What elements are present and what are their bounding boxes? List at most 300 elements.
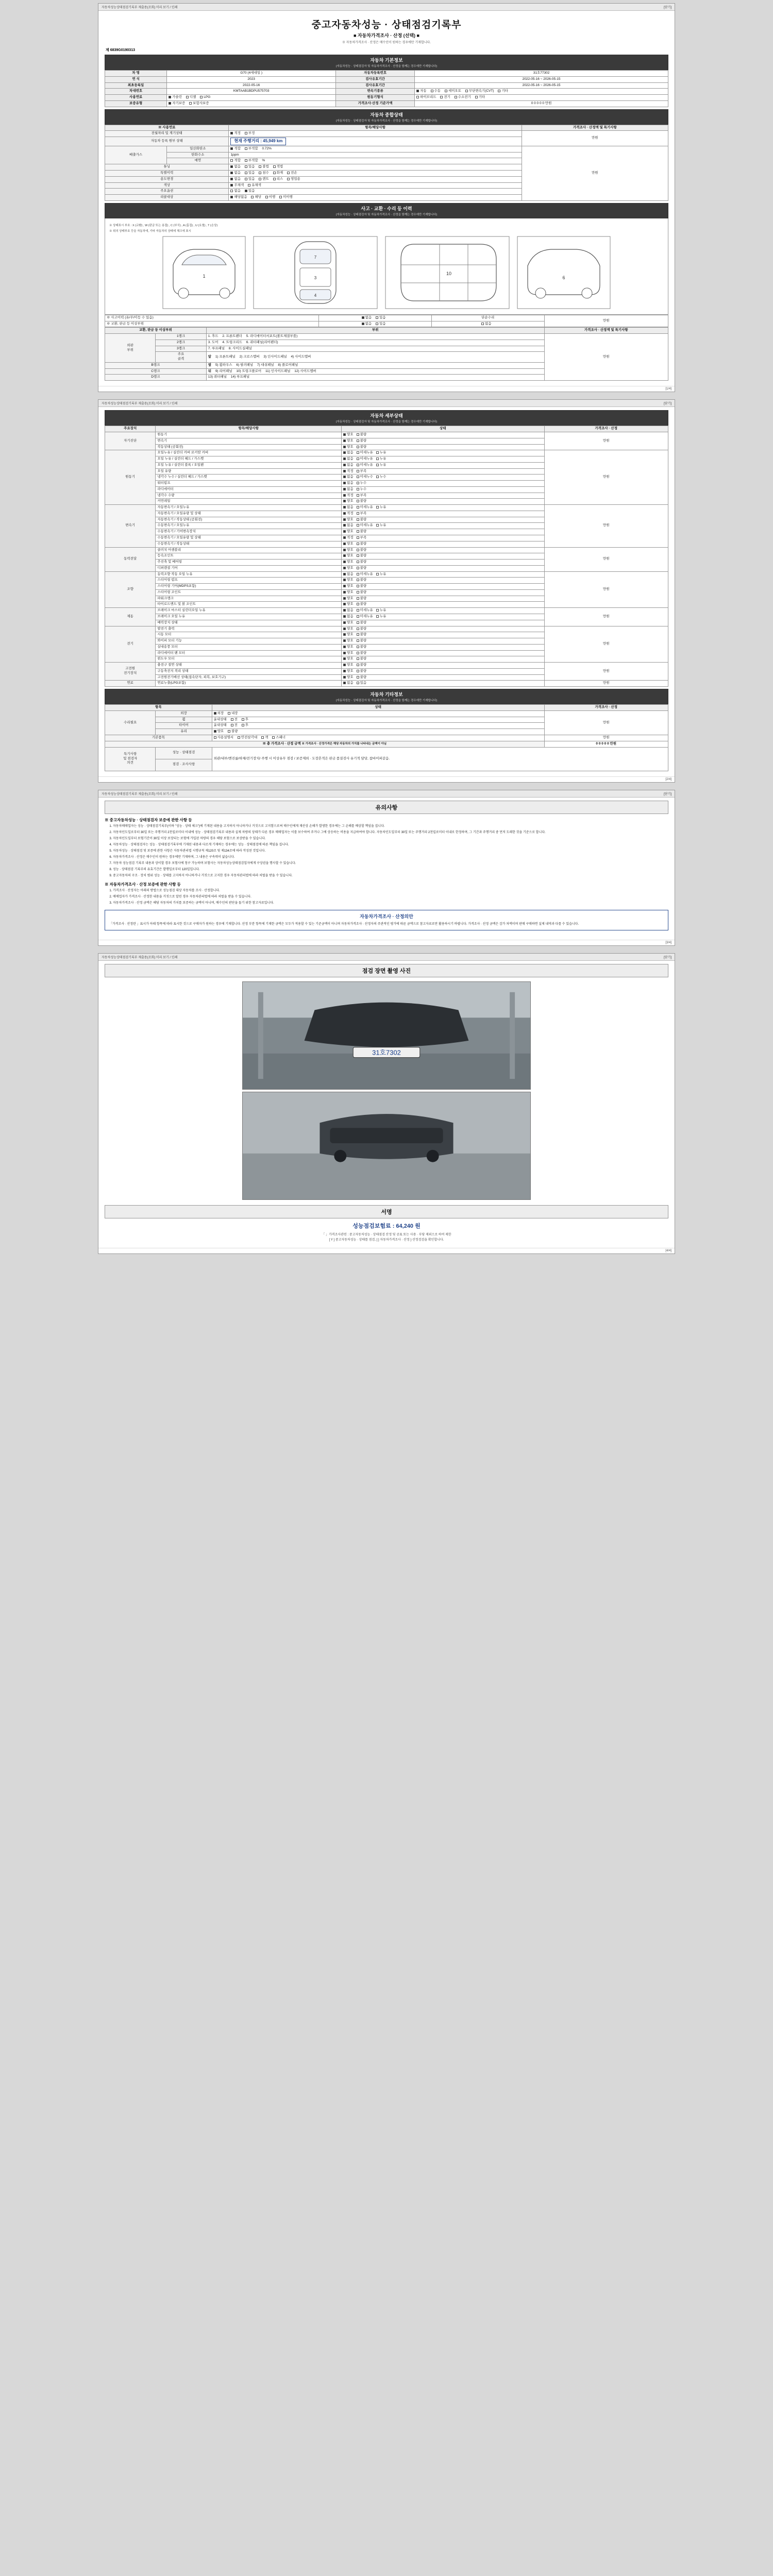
basic-label-0: 차 명 bbox=[105, 71, 167, 77]
checkbox-4-4-1[interactable] bbox=[357, 597, 359, 600]
checkbox-4-1-1[interactable] bbox=[357, 579, 359, 581]
checkbox-item-spanner[interactable] bbox=[272, 736, 275, 739]
detail-table bbox=[105, 426, 668, 687]
checkbox-4-5-1[interactable] bbox=[357, 603, 359, 605]
detail-opts-2-3 bbox=[342, 523, 544, 529]
checkbox-3-2-0[interactable] bbox=[343, 561, 346, 563]
checkbox-1-0-0[interactable] bbox=[343, 451, 346, 454]
co-opt-0: 적합 bbox=[234, 146, 241, 150]
checkbox-fuel-hybrid[interactable] bbox=[416, 96, 419, 98]
checkbox-3-3-0[interactable] bbox=[343, 567, 346, 569]
checkbox-4-4-0[interactable] bbox=[343, 597, 346, 600]
checkbox-1-7-1[interactable] bbox=[357, 494, 359, 497]
checkbox-usage-yes[interactable] bbox=[245, 178, 247, 180]
checkbox-item-triangle[interactable] bbox=[238, 736, 240, 739]
checkbox-smoke-pass[interactable] bbox=[230, 159, 233, 162]
checkbox-5-2-1[interactable] bbox=[357, 621, 359, 624]
detail-item-1-3: 오일 유량 bbox=[156, 468, 342, 474]
checkbox-3-1-1[interactable] bbox=[357, 554, 359, 557]
basic-item-2: 사용설명서 bbox=[217, 735, 234, 739]
checkbox-trans-etc[interactable] bbox=[498, 90, 500, 92]
checkbox-5-0-0[interactable] bbox=[343, 609, 346, 612]
accident-opt-1: 있음 bbox=[379, 315, 386, 319]
accident-simple-repair-opts: 없음 bbox=[431, 321, 544, 327]
checkbox-interior-ok[interactable] bbox=[228, 712, 230, 715]
page-1-footer: [1/4] bbox=[98, 386, 675, 392]
detail-opt-label-0-0-0: 양호 bbox=[347, 433, 354, 436]
checkbox-accident-none[interactable] bbox=[362, 316, 364, 319]
other-head-2: 가격조사 · 산정 bbox=[544, 705, 668, 711]
checkbox-usage-biz[interactable] bbox=[287, 178, 290, 180]
checkbox-co-pass[interactable] bbox=[230, 147, 233, 150]
checkbox-6-5-0[interactable] bbox=[343, 657, 346, 660]
checkbox-item-jack[interactable] bbox=[261, 736, 264, 739]
detail-opt-label-1-4-1: 미세누수 bbox=[360, 475, 373, 479]
detail-opt-label-1-2-0: 없음 bbox=[347, 463, 354, 467]
detail-opt-label-0-1-1: 불량 bbox=[360, 438, 367, 443]
checkbox-2-5-0[interactable] bbox=[343, 536, 346, 539]
detail-opt-label-7-2-0: 양호 bbox=[347, 675, 354, 679]
checkbox-2-0-1[interactable] bbox=[357, 506, 359, 509]
checkbox-special-total[interactable] bbox=[287, 172, 290, 174]
checkbox-recall-notdone[interactable] bbox=[279, 196, 282, 198]
checkbox-1-2-1[interactable] bbox=[357, 464, 359, 466]
checkbox-co-fail[interactable] bbox=[245, 147, 247, 150]
detail-opt-label-3-0-0: 양호 bbox=[347, 548, 354, 552]
detail-opt-label-2-3-2: 누유 bbox=[379, 523, 386, 528]
detail-item-5-2: 배력장치 상태 bbox=[156, 620, 342, 626]
overall-label-special: 특별이력 bbox=[105, 170, 229, 176]
part-item-3: 4. 트렁크리드 bbox=[222, 340, 242, 344]
checkbox-usage-lease[interactable] bbox=[273, 178, 276, 180]
detail-item-4-2: 스티어링 기어(MDPS포함) bbox=[156, 584, 342, 590]
checkbox-6-3-1[interactable] bbox=[357, 646, 359, 648]
window-close-label-4[interactable]: [닫기] bbox=[664, 956, 671, 960]
detail-opt-label-2-5-0: 적정 bbox=[347, 536, 354, 540]
usage-opt-1: 있음 bbox=[248, 177, 255, 181]
checkbox-4-2-0[interactable] bbox=[343, 585, 346, 587]
detail-opt-label-2-4-1: 불량 bbox=[360, 530, 367, 534]
notice-item-2: 3. 자동차인도일부터 보험기간이 30일 이상 보장되는 보험에 가입된 차량의 경우 해당 보험으로 보상받을 수 있습니다. bbox=[113, 837, 668, 841]
checkbox-6-5-1[interactable] bbox=[357, 657, 359, 660]
overall-label-emission: 배출가스 bbox=[105, 146, 167, 164]
detail-opt-label-4-1-1: 불량 bbox=[360, 578, 367, 582]
table-row bbox=[105, 315, 668, 321]
checkbox-special-fire[interactable] bbox=[273, 172, 276, 174]
detail-group-0: 자기진단 bbox=[105, 432, 156, 450]
detail-opt-label-1-7-1: 부족 bbox=[360, 493, 367, 497]
total-note-text: ※ 가격조사 · 산정가격은 해당 자동차의 가치를 나타내는 금액이 아님 bbox=[301, 742, 387, 745]
recall-sub-2: 이행 bbox=[268, 195, 276, 199]
car-diagram bbox=[108, 234, 665, 311]
checkbox-4-5-0[interactable] bbox=[343, 603, 346, 605]
checkbox-3-3-1[interactable] bbox=[357, 567, 359, 569]
usage-sub-0: 렌트 bbox=[262, 177, 269, 181]
accident-band-sub: (자동차성능 · 상태점검자 및 자동차가격조사 · 산정을 함께는 경우에만 기재합니다) bbox=[105, 212, 668, 218]
checkbox-2-1-0[interactable] bbox=[343, 512, 346, 515]
car-diagram-top-icon bbox=[251, 234, 380, 311]
detail-opt-label-3-2-1: 불량 bbox=[360, 560, 367, 564]
detail-item-1-2: 오일 누유 / 실린더 블록 / 오일팬 bbox=[156, 462, 342, 468]
overall-mileage-cell bbox=[229, 137, 522, 146]
detail-opt-label-3-3-1: 불량 bbox=[360, 566, 367, 570]
checkbox-2-0-0[interactable] bbox=[343, 506, 346, 509]
detail-opt-label-8-0-0: 없음 bbox=[347, 681, 354, 685]
checkbox-1-8-0[interactable] bbox=[343, 500, 346, 502]
detail-opt-label-6-5-0: 양호 bbox=[347, 657, 354, 661]
part-item-5: 6. 쿼터패널(리어펜더) bbox=[246, 340, 278, 344]
checkbox-8-0-1[interactable] bbox=[357, 682, 359, 684]
checkbox-5-1-1[interactable] bbox=[357, 615, 359, 618]
window-topbar bbox=[98, 4, 675, 11]
detail-opt-label-2-3-0: 없음 bbox=[347, 523, 354, 528]
checkbox-glass-ok[interactable] bbox=[214, 730, 216, 733]
checkbox-color-chromatic[interactable] bbox=[248, 184, 250, 187]
detail-right-3: 만원 bbox=[544, 547, 668, 571]
parts-frame-front bbox=[206, 352, 544, 363]
detail-opts-1-6 bbox=[342, 486, 544, 493]
checkbox-wheel-rear[interactable] bbox=[242, 718, 244, 721]
detail-opt-label-2-3-1: 미세누유 bbox=[360, 523, 373, 528]
overall-opts-usage bbox=[229, 176, 522, 182]
checkbox-fuel-lpg[interactable] bbox=[200, 96, 203, 98]
detail-opt-label-2-1-1: 부족 bbox=[360, 511, 367, 515]
detail-opt-label-3-3-0: 양호 bbox=[347, 566, 354, 570]
detail-item-1-6: 라디에이터 bbox=[156, 486, 342, 493]
checkbox-recall-done[interactable] bbox=[265, 196, 268, 198]
checkbox-2-2-0[interactable] bbox=[343, 518, 346, 521]
checkbox-glass-bad[interactable] bbox=[228, 730, 230, 733]
checkbox-warranty-ins[interactable] bbox=[189, 102, 192, 105]
checkbox-fuel-etc[interactable] bbox=[475, 96, 478, 98]
checkbox-tuning-legal[interactable] bbox=[273, 165, 276, 168]
svg-text:31호7302: 31호7302 bbox=[372, 1048, 401, 1057]
checkbox-meter-bad[interactable] bbox=[245, 132, 247, 134]
detail-group-6: 전기 bbox=[105, 626, 156, 663]
parts-frame-rear bbox=[206, 368, 544, 375]
car-diagram-left-icon bbox=[160, 234, 248, 311]
checkbox-1-4-2[interactable] bbox=[376, 476, 379, 478]
frame-item-1-2: 7) 대쉬패널 bbox=[257, 363, 274, 367]
detail-opt-label-1-1-2: 누유 bbox=[379, 457, 386, 461]
checkbox-4-3-0[interactable] bbox=[343, 591, 346, 594]
detail-right-6: 만원 bbox=[544, 626, 668, 663]
detail-opts-5-2 bbox=[342, 620, 544, 626]
table-row bbox=[105, 76, 668, 82]
checkbox-fuel-diesel[interactable] bbox=[186, 96, 189, 98]
checkbox-1-6-1[interactable] bbox=[357, 488, 359, 490]
checkbox-1-4-0[interactable] bbox=[343, 476, 346, 478]
checkbox-5-1-2[interactable] bbox=[376, 615, 379, 618]
checkbox-accident-yes[interactable] bbox=[376, 316, 378, 319]
checkbox-trans-semi[interactable] bbox=[445, 90, 447, 92]
checkbox-2-6-1[interactable] bbox=[357, 543, 359, 545]
notice-item-6: 7. 자동차 성능점검 기록부 내용과 상이할 경우 보험사에 청구 가능하며 보험사는 자동차성능상태점검업자에게 구상권을 행사할 수 있습니다. bbox=[113, 861, 668, 866]
checkbox-7-0-0[interactable] bbox=[343, 664, 346, 666]
detail-opt-label-4-0-0: 없음 bbox=[347, 572, 354, 576]
overall-opts-smoke bbox=[229, 158, 522, 164]
parts-right-cell: 만원 bbox=[544, 334, 668, 381]
detail-opt-label-6-0-0: 양호 bbox=[347, 626, 354, 631]
overall-label-option: 주요옵션 bbox=[105, 189, 229, 195]
checkbox-trans-manual[interactable] bbox=[431, 90, 433, 92]
table-row bbox=[105, 131, 668, 137]
checkbox-3-0-1[interactable] bbox=[357, 549, 359, 551]
detail-opt-label-7-2-1: 불량 bbox=[360, 675, 367, 679]
basic-band-sub: (자동차성능 · 상태점검자 및 자동차가격조사 · 산정을 함께는 경우에만 기재합니다) bbox=[105, 64, 668, 70]
fuel-option-5: 수소전기 bbox=[458, 95, 471, 99]
detail-right-0: 만원 bbox=[544, 432, 668, 450]
detail-group-1: 원동기 bbox=[105, 450, 156, 505]
checkbox-color-achromatic[interactable] bbox=[230, 184, 233, 187]
detail-right-1: 만원 bbox=[544, 450, 668, 505]
detail-opts-4-4 bbox=[342, 596, 544, 602]
checkbox-trans-auto[interactable] bbox=[416, 90, 419, 92]
checkbox-2-0-2[interactable] bbox=[376, 506, 379, 509]
checkbox-4-2-1[interactable] bbox=[357, 585, 359, 587]
overall-label-1: 자동차 등록 원부 상태 bbox=[105, 137, 229, 146]
checkbox-2-2-1[interactable] bbox=[357, 518, 359, 521]
checkbox-6-1-0[interactable] bbox=[343, 633, 346, 636]
window-close-label[interactable]: [닫기] bbox=[664, 6, 671, 9]
checkbox-5-2-0[interactable] bbox=[343, 621, 346, 624]
checkbox-6-4-1[interactable] bbox=[357, 652, 359, 654]
checkbox-tuning-none[interactable] bbox=[230, 165, 233, 168]
window-top-label-4: 자동차성능상태점검기록부 제출용(조회) 미리 보기 / 인쇄 bbox=[102, 956, 178, 960]
checkbox-0-0-1[interactable] bbox=[357, 433, 359, 436]
checkbox-1-6-0[interactable] bbox=[343, 488, 346, 490]
checkbox-special-none[interactable] bbox=[230, 172, 233, 174]
detail-opt-label-5-1-1: 미세누유 bbox=[360, 614, 373, 618]
checkbox-wheel-front[interactable] bbox=[231, 718, 233, 721]
basic-value2-5: 0 0 0 0 0 만원 bbox=[415, 100, 668, 107]
checkbox-1-4-1[interactable] bbox=[357, 476, 359, 478]
fuel-option-0: 가솔린 bbox=[172, 95, 182, 99]
checkbox-7-2-1[interactable] bbox=[357, 676, 359, 679]
accident-history-opts bbox=[319, 315, 432, 321]
checkbox-warranty-self[interactable] bbox=[169, 102, 171, 105]
detail-opts-2-2 bbox=[342, 517, 544, 523]
detail-opts-2-0 bbox=[342, 505, 544, 511]
checkbox-3-0-0[interactable] bbox=[343, 549, 346, 551]
part-item-2: 3. 도어 bbox=[208, 340, 219, 344]
checkbox-4-0-0[interactable] bbox=[343, 573, 346, 575]
detail-opts-4-0 bbox=[342, 571, 544, 578]
detail-group-4: 조향 bbox=[105, 571, 156, 608]
checkbox-3-2-1[interactable] bbox=[357, 561, 359, 563]
accident-legend-1: ※ 상태표시 부호 : X (교환) , W (판금 또는 용접) , C (부식) , A (흠집) , U (요철) , T (손상) bbox=[109, 224, 218, 227]
detail-opt-label-1-5-0: 없음 bbox=[347, 481, 354, 485]
checkbox-4-3-1[interactable] bbox=[357, 591, 359, 594]
basic-fuel-options bbox=[167, 95, 336, 101]
special-sub-label-2: 점검 · 조사사항 bbox=[156, 759, 212, 771]
detail-opt-label-1-8-1: 불량 bbox=[360, 499, 367, 503]
checkbox-option-yes[interactable] bbox=[245, 190, 247, 192]
checkbox-1-8-1[interactable] bbox=[357, 500, 359, 502]
overall-sub-smoke: 매연 bbox=[167, 158, 229, 164]
checkbox-recall-yes[interactable] bbox=[251, 196, 254, 198]
checkbox-1-1-2[interactable] bbox=[376, 457, 379, 460]
checkbox-tire-front[interactable] bbox=[231, 724, 233, 726]
detail-item-0-2: 작동상태 (공회전) bbox=[156, 444, 342, 450]
other-head-0: 항목 bbox=[105, 705, 212, 711]
checkbox-0-2-1[interactable] bbox=[357, 446, 359, 448]
checkbox-7-1-1[interactable] bbox=[357, 670, 359, 672]
basic-fuel-options-2 bbox=[415, 95, 668, 101]
special-sub-2: 전손 bbox=[290, 171, 297, 175]
checkbox-simple-none[interactable] bbox=[481, 323, 484, 325]
wheel-state-label: 윤내상태 bbox=[213, 717, 227, 721]
window-close-label-2[interactable]: [닫기] bbox=[664, 402, 671, 406]
inspection-photo-1 bbox=[242, 981, 531, 1090]
checkbox-6-2-0[interactable] bbox=[343, 639, 346, 642]
checkbox-trans-cvt[interactable] bbox=[465, 90, 468, 92]
detail-opt-label-6-4-0: 양호 bbox=[347, 651, 354, 655]
checkbox-5-1-0[interactable] bbox=[343, 615, 346, 618]
detail-opt-label-0-0-1: 불량 bbox=[360, 433, 367, 436]
checkbox-1-5-0[interactable] bbox=[343, 482, 346, 484]
detail-opt-label-0-2-0: 양호 bbox=[347, 445, 354, 449]
checkbox-0-2-0[interactable] bbox=[343, 446, 346, 448]
checkbox-repair-yes[interactable] bbox=[376, 323, 378, 325]
document-number bbox=[106, 47, 668, 53]
checkbox-7-2-0[interactable] bbox=[343, 676, 346, 679]
checkbox-exterior-ok[interactable] bbox=[214, 712, 216, 715]
checkbox-tuning-illegal[interactable] bbox=[259, 165, 261, 168]
checkbox-special-yes[interactable] bbox=[245, 172, 247, 174]
checkbox-7-1-0[interactable] bbox=[343, 670, 346, 672]
detail-opts-6-4 bbox=[342, 650, 544, 656]
detail-opt-label-8-0-1: 있음 bbox=[360, 681, 367, 685]
basic-band-title: 자동차 기본정보 bbox=[105, 55, 668, 64]
checkbox-6-0-0[interactable] bbox=[343, 628, 346, 630]
svg-text:10: 10 bbox=[446, 270, 452, 276]
checkbox-6-0-1[interactable] bbox=[357, 628, 359, 630]
detail-opt-label-2-0-2: 누유 bbox=[379, 505, 386, 510]
fuel-option-6: 기타 bbox=[478, 95, 485, 99]
checkbox-2-1-1[interactable] bbox=[357, 512, 359, 515]
detail-opt-label-6-4-1: 불량 bbox=[360, 651, 367, 655]
checkbox-fuel-gasoline[interactable] bbox=[169, 96, 171, 98]
checkbox-tire-rear[interactable] bbox=[242, 724, 244, 726]
checkbox-0-1-1[interactable] bbox=[357, 439, 359, 442]
checkbox-1-1-1[interactable] bbox=[357, 457, 359, 460]
checkbox-fuel-ev[interactable] bbox=[440, 96, 443, 98]
usage-sub-2: 영업용 bbox=[290, 177, 300, 181]
total-value: 0 0 0 0 0 만원 bbox=[544, 741, 668, 747]
other-int-label: 내장 bbox=[231, 711, 238, 715]
checkbox-7-0-1[interactable] bbox=[357, 664, 359, 666]
parts-rank-1-items bbox=[206, 334, 544, 340]
checkbox-6-4-0[interactable] bbox=[343, 652, 346, 654]
detail-opt-label-5-2-1: 불량 bbox=[360, 620, 367, 624]
checkbox-4-1-0[interactable] bbox=[343, 579, 346, 581]
accident-repair-opts bbox=[319, 321, 432, 327]
checkbox-option-none[interactable] bbox=[230, 190, 233, 192]
checkbox-6-1-1[interactable] bbox=[357, 633, 359, 636]
checkbox-1-0-1[interactable] bbox=[357, 451, 359, 454]
checkbox-8-0-0[interactable] bbox=[343, 682, 346, 684]
detail-item-3-0: 클러치 어셈블리 bbox=[156, 547, 342, 553]
checkbox-1-1-0[interactable] bbox=[343, 457, 346, 460]
other-row-opts-2 bbox=[212, 723, 544, 729]
checkbox-1-5-1[interactable] bbox=[357, 482, 359, 484]
detail-opt-label-5-2-0: 양호 bbox=[347, 620, 354, 624]
checkbox-2-3-2[interactable] bbox=[376, 524, 379, 527]
checkbox-usage-none[interactable] bbox=[230, 178, 233, 180]
checkbox-2-3-0[interactable] bbox=[343, 524, 346, 527]
table-header-row bbox=[105, 328, 668, 334]
checkbox-6-2-1[interactable] bbox=[357, 639, 359, 642]
detail-item-6-0: 발전기 출력 bbox=[156, 626, 342, 632]
checkbox-smoke-fail[interactable] bbox=[245, 159, 247, 162]
detail-item-2-4: 수동변속기 / 기어변속장치 bbox=[156, 529, 342, 535]
checkbox-item-manual[interactable] bbox=[214, 736, 216, 739]
overall-opts-co bbox=[229, 146, 522, 152]
checkbox-2-6-0[interactable] bbox=[343, 543, 346, 545]
photo-footer-1: 「 」가격조사관련 : 중고자동차성능 · 상태점검 산정 및 공표 또는 사용 · 부당 제외으로 하여 제한 bbox=[322, 1233, 451, 1237]
detail-opt-label-1-3-1: 부족 bbox=[360, 469, 367, 473]
checkbox-4-0-1[interactable] bbox=[357, 573, 359, 575]
basic-label2-1: 검사유효기간 bbox=[336, 76, 415, 82]
checkbox-1-2-0[interactable] bbox=[343, 464, 346, 466]
detail-opt-label-2-2-0: 양호 bbox=[347, 517, 354, 521]
other-band-sub: (자동차성능 · 상태점검자 및 자동차가격조사 · 산정을 함께는 경우에만 기재합니다) bbox=[105, 698, 668, 704]
checkbox-5-0-2[interactable] bbox=[376, 609, 379, 612]
checkbox-0-0-0[interactable] bbox=[343, 433, 346, 436]
photo-section-title: 점검 장면 촬영 사진 bbox=[105, 964, 668, 977]
checkbox-tuning-yes[interactable] bbox=[245, 165, 247, 168]
checkbox-1-3-1[interactable] bbox=[357, 470, 359, 472]
checkbox-2-4-1[interactable] bbox=[357, 530, 359, 533]
notice-list-2 bbox=[113, 889, 668, 906]
window-close-label-3[interactable]: [닫기] bbox=[664, 792, 671, 796]
checkbox-1-7-0[interactable] bbox=[343, 494, 346, 497]
fuel-option-1: 디젤 bbox=[189, 95, 196, 99]
checkbox-0-1-0[interactable] bbox=[343, 439, 346, 442]
detail-opts-2-5 bbox=[342, 535, 544, 541]
checkbox-1-0-2[interactable] bbox=[376, 451, 379, 454]
checkbox-6-3-0[interactable] bbox=[343, 646, 346, 648]
checkbox-2-3-1[interactable] bbox=[357, 524, 359, 527]
checkbox-4-0-2[interactable] bbox=[376, 573, 379, 575]
checkbox-usage-rent[interactable] bbox=[259, 178, 261, 180]
recall-sub-3: 미이행 bbox=[283, 195, 293, 199]
checkbox-3-1-0[interactable] bbox=[343, 554, 346, 557]
glass-opt-1: 불량 bbox=[231, 730, 238, 734]
checkbox-repair-none[interactable] bbox=[362, 323, 364, 325]
checkbox-meter-ok[interactable] bbox=[230, 132, 233, 134]
checkbox-fuel-h2[interactable] bbox=[455, 96, 457, 98]
checkbox-recall-na[interactable] bbox=[230, 196, 233, 198]
frame-side-label: B랭크 bbox=[105, 362, 207, 368]
checkbox-2-5-1[interactable] bbox=[357, 536, 359, 539]
basic-items-label: 기본품목 bbox=[105, 735, 212, 741]
recall-opt-1: 해당 bbox=[255, 195, 261, 199]
checkbox-1-2-2[interactable] bbox=[376, 464, 379, 466]
checkbox-special-flood[interactable] bbox=[259, 172, 261, 174]
other-row-opts-1 bbox=[212, 717, 544, 723]
detail-opt-label-2-1-0: 적정 bbox=[347, 511, 354, 515]
detail-opt-label-6-1-1: 불량 bbox=[360, 633, 367, 637]
table-row bbox=[105, 100, 668, 107]
special-text: 외관/내부/엔진룸/하체/전기장치/ 주행 시 이상유무 점검 / 보증제외 · 도장흔적은 판금 품질검사 유기적 담당, 참바이퍼같음. bbox=[212, 747, 668, 771]
checkbox-1-3-0[interactable] bbox=[343, 470, 346, 472]
other-row-label-2: 타이어 bbox=[156, 723, 212, 729]
checkbox-5-0-1[interactable] bbox=[357, 609, 359, 612]
other-ext-label: 외장 bbox=[217, 711, 224, 715]
checkbox-2-4-0[interactable] bbox=[343, 530, 346, 533]
